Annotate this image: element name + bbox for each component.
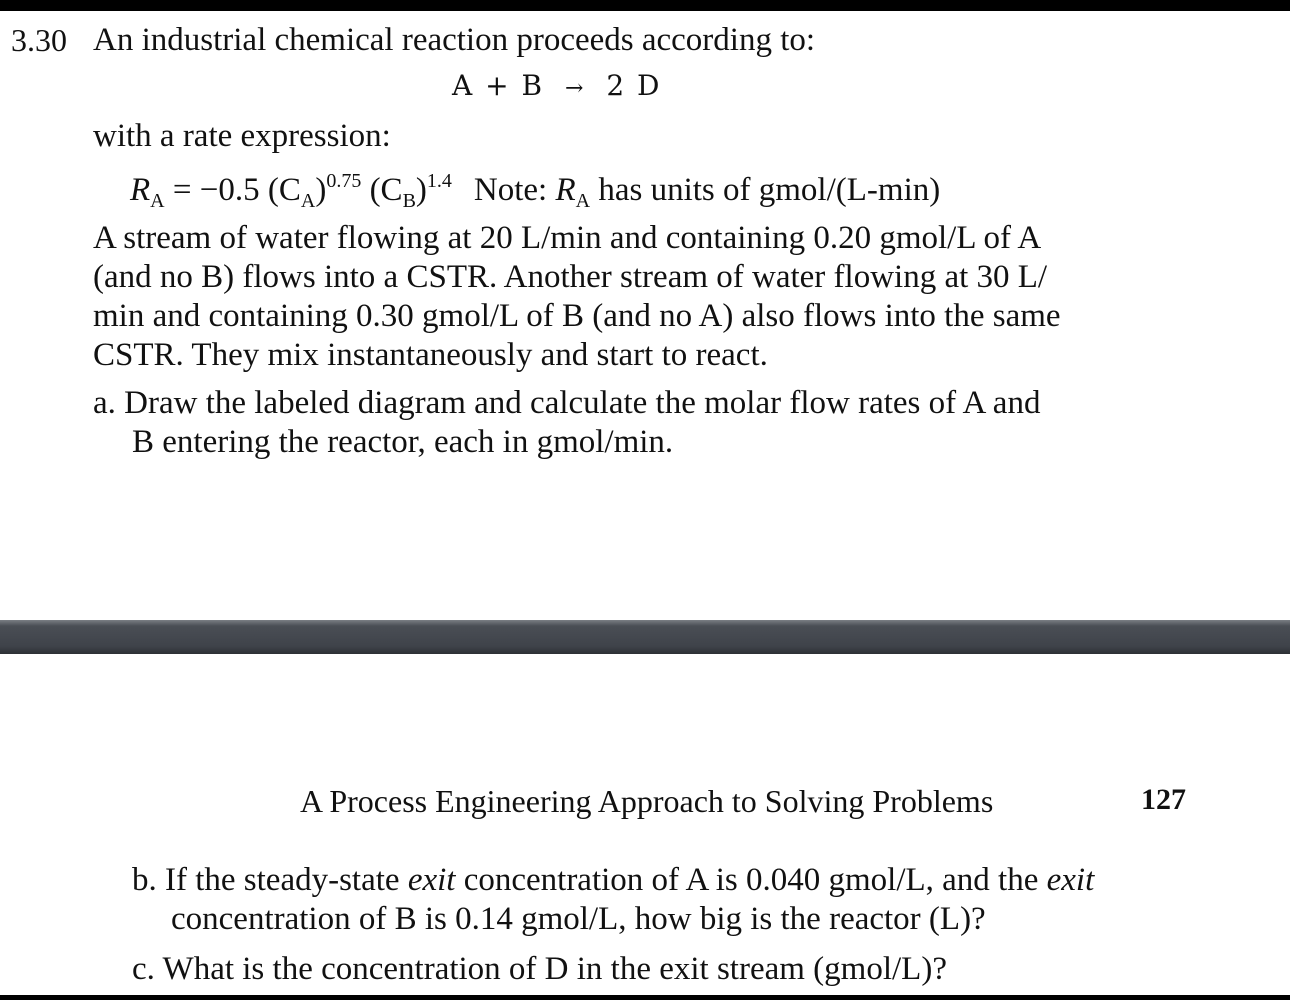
rate-coefficient: = −0.5 (C bbox=[172, 172, 301, 208]
ca-close: ) bbox=[315, 172, 327, 208]
bottom-border bbox=[0, 995, 1290, 1000]
rate-intro: with a rate expression: bbox=[93, 118, 391, 154]
page-break-divider bbox=[0, 620, 1290, 654]
note-prefix: Note: bbox=[473, 172, 556, 208]
question-b-line1 bbox=[132, 864, 1094, 897]
ca-subscript: A bbox=[300, 190, 316, 212]
qb-text: b. If the steady-state bbox=[132, 862, 408, 898]
note-units: has units of gmol/(L-min) bbox=[590, 172, 941, 208]
page-number: 127 bbox=[1141, 783, 1186, 816]
cb-subscript: B bbox=[402, 190, 416, 212]
ca-exponent: 0.75 bbox=[326, 170, 362, 192]
problem-number: 3.30 bbox=[11, 22, 67, 58]
reaction-arrow: → bbox=[565, 76, 584, 101]
plus-sign: + bbox=[485, 69, 509, 102]
note-rate-subscript: A bbox=[575, 190, 591, 212]
reaction-equation bbox=[452, 69, 660, 102]
rate-expression bbox=[130, 171, 940, 211]
rate-subscript: A bbox=[150, 190, 165, 212]
paragraph-line: min and containing 0.30 gmol/L of B (and no A) also flows into the same bbox=[93, 298, 1061, 334]
reactant-b: B bbox=[521, 69, 543, 102]
problem-paragraph bbox=[93, 219, 1061, 375]
question-c: c. What is the concentration of D in the exit stream (gmol/L)? bbox=[132, 951, 947, 987]
question-a-line1: a. Draw the labeled diagram and calculate the molar flow rates of A and bbox=[93, 385, 1041, 421]
paragraph-line: (and no B) flows into a CSTR. Another stream of water flowing at 30 L/ bbox=[93, 259, 1048, 295]
question-a-line2: B entering the reactor, each in gmol/min. bbox=[132, 424, 674, 460]
problem-intro: An industrial chemical reaction proceeds according to: bbox=[93, 22, 816, 58]
cb-exponent: 1.4 bbox=[426, 170, 452, 192]
cb-open: (C bbox=[361, 172, 403, 208]
qb-emphasis: exit bbox=[1046, 862, 1095, 898]
qb-text: concentration of A is 0.040 gmol/L, and the bbox=[455, 862, 1047, 898]
paragraph-line: A stream of water flowing at 20 L/min and containing 0.20 gmol/L of A bbox=[93, 220, 1042, 256]
qb-emphasis: exit bbox=[407, 862, 456, 898]
rate-symbol: R bbox=[130, 172, 151, 208]
running-footer-title: A Process Engineering Approach to Solving Problems bbox=[300, 783, 994, 819]
product-d: 2 D bbox=[606, 69, 660, 102]
top-border bbox=[0, 0, 1290, 11]
question-b-line2: concentration of B is 0.14 gmol/L, how big is the reactor (L)? bbox=[171, 901, 986, 937]
note-rate-symbol: R bbox=[555, 172, 576, 208]
paragraph-line: CSTR. They mix instantaneously and start to react. bbox=[93, 337, 768, 373]
cb-close: ) bbox=[415, 172, 427, 208]
reactant-a: A bbox=[452, 69, 473, 102]
